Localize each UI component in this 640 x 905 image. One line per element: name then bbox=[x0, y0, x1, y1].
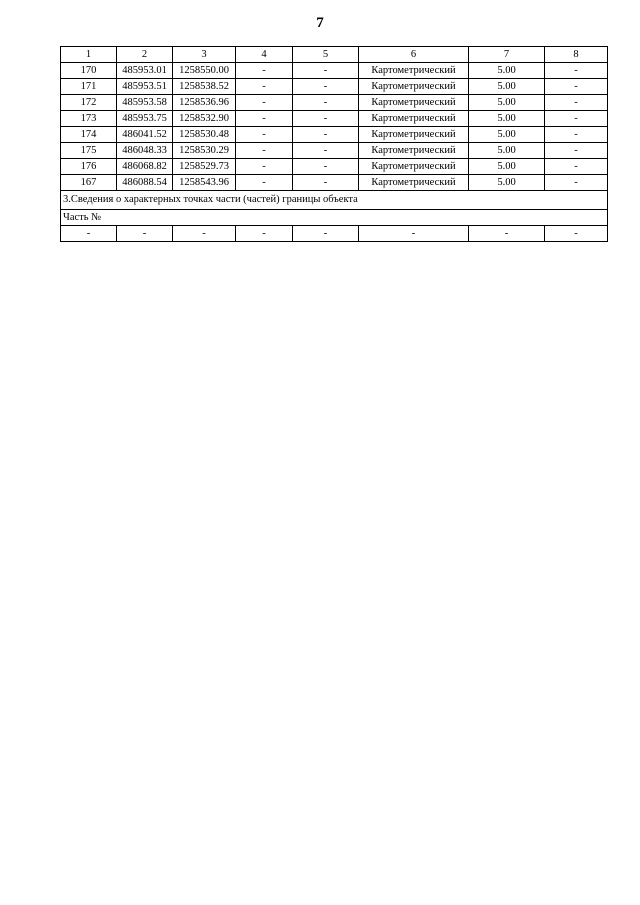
table-cell: - bbox=[117, 226, 173, 242]
table-cell: Картометрический bbox=[359, 79, 469, 95]
table-cell: - bbox=[293, 226, 359, 242]
table-cell: - bbox=[293, 63, 359, 79]
table-cell: - bbox=[293, 95, 359, 111]
column-header: 6 bbox=[359, 47, 469, 63]
boundary-points-table bbox=[60, 46, 608, 242]
table-cell: 5.00 bbox=[469, 111, 545, 127]
table-cell: - bbox=[293, 143, 359, 159]
table-cell: - bbox=[545, 95, 608, 111]
table-cell: - bbox=[173, 226, 236, 242]
table-cell: - bbox=[359, 226, 469, 242]
table-row bbox=[61, 175, 608, 191]
table-cell: 5.00 bbox=[469, 159, 545, 175]
table-cell: 486048.33 bbox=[117, 143, 173, 159]
table-cell: - bbox=[236, 226, 293, 242]
table-cell: 176 bbox=[61, 159, 117, 175]
table-cell: 486041.52 bbox=[117, 127, 173, 143]
table-cell: - bbox=[545, 226, 608, 242]
table-cell: 1258538.52 bbox=[173, 79, 236, 95]
table-cell: - bbox=[236, 127, 293, 143]
table-cell: - bbox=[236, 95, 293, 111]
table-cell: 5.00 bbox=[469, 127, 545, 143]
table-cell: Картометрический bbox=[359, 111, 469, 127]
part-label: Часть № bbox=[61, 210, 608, 226]
table-cell: 1258530.48 bbox=[173, 127, 236, 143]
table-cell: - bbox=[293, 159, 359, 175]
table-cell: 1258536.96 bbox=[173, 95, 236, 111]
page-number: 7 bbox=[316, 15, 324, 31]
table-cell: - bbox=[545, 111, 608, 127]
table-cell: Картометрический bbox=[359, 63, 469, 79]
table-cell: - bbox=[236, 111, 293, 127]
table-cell: - bbox=[236, 159, 293, 175]
table-cell: 1258529.73 bbox=[173, 159, 236, 175]
table-cell: 486088.54 bbox=[117, 175, 173, 191]
table-cell: 167 bbox=[61, 175, 117, 191]
table-cell: 486068.82 bbox=[117, 159, 173, 175]
table-cell: 1258530.29 bbox=[173, 143, 236, 159]
header-row bbox=[61, 47, 608, 63]
column-header: 4 bbox=[236, 47, 293, 63]
table-row bbox=[61, 111, 608, 127]
table-cell: Картометрический bbox=[359, 175, 469, 191]
table-cell: 5.00 bbox=[469, 63, 545, 79]
table-cell: 175 bbox=[61, 143, 117, 159]
table-cell: 5.00 bbox=[469, 95, 545, 111]
table-cell: - bbox=[545, 175, 608, 191]
table-body bbox=[61, 47, 608, 242]
column-header: 2 bbox=[117, 47, 173, 63]
table-cell: 1258543.96 bbox=[173, 175, 236, 191]
table-cell: 172 bbox=[61, 95, 117, 111]
table-cell: Картометрический bbox=[359, 95, 469, 111]
section-title-row bbox=[61, 191, 608, 210]
table-cell: - bbox=[293, 111, 359, 127]
table-cell: Картометрический bbox=[359, 143, 469, 159]
table-cell: - bbox=[293, 175, 359, 191]
empty-part-row bbox=[61, 226, 608, 242]
section-title: 3.Сведения о характерных точках части (частей) границы объекта bbox=[61, 191, 608, 210]
table-cell: - bbox=[293, 127, 359, 143]
table-cell: - bbox=[545, 63, 608, 79]
column-header: 1 bbox=[61, 47, 117, 63]
table-cell: - bbox=[545, 143, 608, 159]
table-cell: - bbox=[61, 226, 117, 242]
table-cell: 5.00 bbox=[469, 143, 545, 159]
table-cell: - bbox=[236, 63, 293, 79]
table-cell: 174 bbox=[61, 127, 117, 143]
table-row bbox=[61, 159, 608, 175]
table-cell: 5.00 bbox=[469, 79, 545, 95]
table-row bbox=[61, 127, 608, 143]
table-cell: 5.00 bbox=[469, 175, 545, 191]
table-row bbox=[61, 143, 608, 159]
table-cell: 485953.75 bbox=[117, 111, 173, 127]
table-cell: 171 bbox=[61, 79, 117, 95]
table-cell: - bbox=[545, 127, 608, 143]
table-cell: Картометрический bbox=[359, 127, 469, 143]
table-row bbox=[61, 63, 608, 79]
table-cell: - bbox=[545, 79, 608, 95]
table-cell: 1258532.90 bbox=[173, 111, 236, 127]
table-cell: - bbox=[236, 79, 293, 95]
table-cell: 170 bbox=[61, 63, 117, 79]
table-cell: Картометрический bbox=[359, 159, 469, 175]
table-cell: 485953.01 bbox=[117, 63, 173, 79]
table-cell: 173 bbox=[61, 111, 117, 127]
table-row bbox=[61, 79, 608, 95]
part-label-row bbox=[61, 210, 608, 226]
table-cell: - bbox=[545, 159, 608, 175]
table-cell: - bbox=[469, 226, 545, 242]
column-header: 8 bbox=[545, 47, 608, 63]
column-header: 3 bbox=[173, 47, 236, 63]
table-cell: - bbox=[293, 79, 359, 95]
table-cell: 1258550.00 bbox=[173, 63, 236, 79]
table-cell: 485953.58 bbox=[117, 95, 173, 111]
table-cell: 485953.51 bbox=[117, 79, 173, 95]
table-row bbox=[61, 95, 608, 111]
table-cell: - bbox=[236, 175, 293, 191]
column-header: 5 bbox=[293, 47, 359, 63]
table-cell: - bbox=[236, 143, 293, 159]
column-header: 7 bbox=[469, 47, 545, 63]
